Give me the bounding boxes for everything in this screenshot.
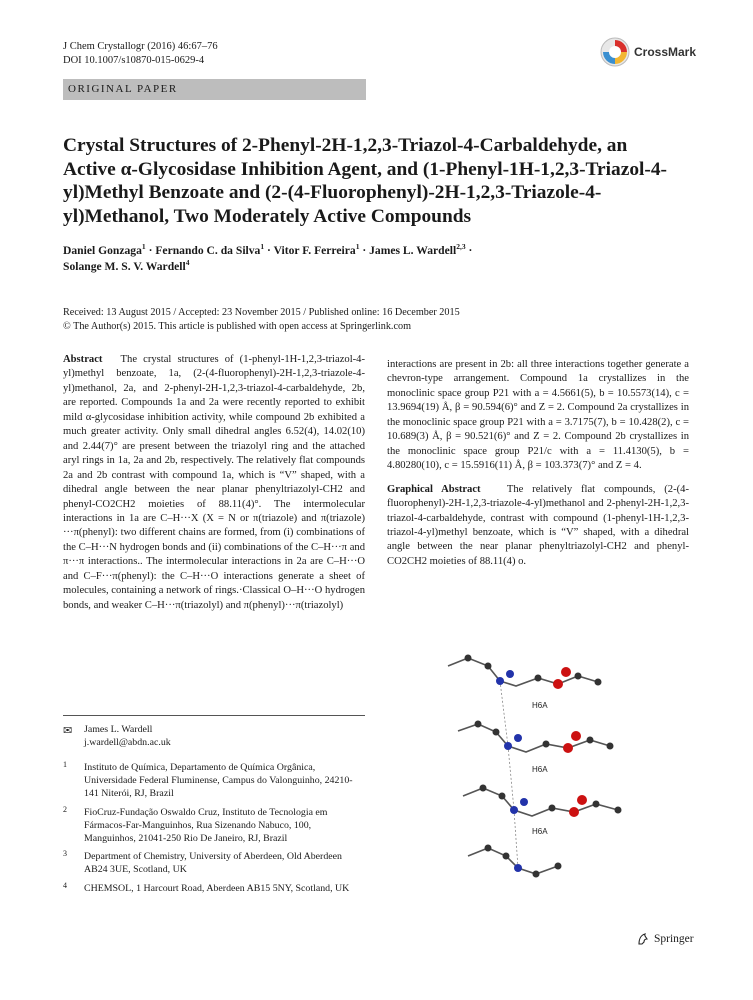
graphical-abstract-heading: Graphical Abstract xyxy=(387,483,481,495)
copyright-line: © The Author(s) 2015. This article is published with open access at Springerlink.com xyxy=(63,321,412,332)
affiliation-number: 4 xyxy=(63,881,67,890)
author-affiliation-mark: 4 xyxy=(185,257,190,267)
dates-line: Received: 13 August 2015 / Accepted: 23 November 2015 / Published online: 16 December 2015 xyxy=(63,307,460,318)
abstract-text-part2: interactions are present in 2b: all three interactions together generate a chevron-type arrangement. Compound 1a crystallizes in the monoclinic space group P21 with a = 4.5661(5), b = 10.5573(14), c = 13.9694(19) Å, β = 90.594(6)° and Z = 2. Compound 2a crystallizes in the monoclinic space group P21 with a = 3.7175(7), b = 10.428(2), c = 10.689(3) Å, β = 90.521(6)° and Z = 2. Compound 2b crystallizes in the monoclinic space group P21/c with a = 11.4130(5), b = 4.80280(10), c = 15.5916(11) Å, β = 103.373(7)° and Z = 4. xyxy=(387,359,689,472)
figure-label-h6a: H6A xyxy=(532,765,548,774)
springer-logo xyxy=(636,932,694,946)
springer-horse-icon xyxy=(636,932,650,946)
envelope-icon: ✉ xyxy=(63,725,73,737)
correspondence xyxy=(84,723,364,749)
crossmark-icon xyxy=(600,37,630,67)
author-list: Daniel Gonzaga$^1$ · Fernando C. da Silva$^1$ · Vitor F. Ferreira$^1$ · James L. Wardell$^{2,3}$ · Solange M. S. V. Wardell$^4$ xyxy=(63,242,473,273)
publication-dates xyxy=(63,306,693,334)
doi[interactable]: DOI 10.1007/s10870-015-0629-4 xyxy=(63,55,205,66)
author-name[interactable]: Vitor F. Ferreira xyxy=(273,244,356,257)
correspondence-name: James L. Wardell xyxy=(84,724,153,735)
affiliation-number: 3 xyxy=(63,849,67,858)
crossmark-badge[interactable] xyxy=(600,37,696,67)
affiliation-text: FioCruz-Fundação Oswaldo Cruz, Instituto de Tecnologia em Fármacos-Far-Manguinhos, Rua Sizenando Nabuco, 100, Manguinhos, 21041-250 Rio De Janeiro, RJ, Brazil xyxy=(84,807,328,844)
correspondence-email[interactable]: j.wardell@abdn.ac.uk xyxy=(84,737,171,748)
affiliation-number: 1 xyxy=(63,760,67,769)
publisher-name: Springer xyxy=(654,933,694,945)
affiliation-number: 2 xyxy=(63,805,67,814)
author-affiliation-mark: 2,3 xyxy=(456,242,466,252)
footnote-divider xyxy=(63,715,365,716)
author-affiliation-mark: 1 xyxy=(141,242,146,252)
author-name[interactable]: Solange M. S. V. Wardell xyxy=(63,259,186,273)
graphical-abstract-text: The relatively flat compounds, (2-(4-fluorophenyl)-2H-1,2,3-triazole-4-yl)methanol and 2-phenyl-2H-1,2,3-triazol-4-carbaldehyde, contrast with compound (1-phenyl-1H-1,2,3-triazol-4-yl)methyl benzoate, which is “V” shaped, with a dihedral angle between the near planar phenyltriazolyl-CH2 and phenyl-CO2CH2 moieties of 88.11(4) o. xyxy=(387,483,689,567)
figure-label-h6a: H6A xyxy=(532,701,548,710)
author-name[interactable]: James L. Wardell xyxy=(369,244,457,257)
journal-header xyxy=(63,40,218,68)
author-name[interactable]: Fernando C. da Silva xyxy=(155,244,261,257)
section-banner: ORIGINAL PAPER xyxy=(63,79,366,100)
affiliation-text: Instituto de Química, Departamento de Química Orgânica, Universidade Federal Fluminense, Campus do Valonguinho, 24210-141 Niterói, RJ, Brazil xyxy=(84,762,353,799)
article-title: Crystal Structures of 2-Phenyl-2H-1,2,3-Triazol-4-Carbaldehyde, an Active α-Glycosidase Inhibition Agent, and (1-Phenyl-1H-1,2,3-Triazol-4-yl)Methyl Benzoate and (2-(4-Fluorophenyl)-2H-1,2,3-Triazole-4-yl)Methanol, Two Moderately Active Compounds xyxy=(63,135,668,227)
abstract-heading: Abstract xyxy=(63,354,103,365)
affiliation-text: CHEMSOL, 1 Harcourt Road, Aberdeen AB15 5NY, Scotland, UK xyxy=(84,883,350,894)
abstract-column-left xyxy=(63,353,365,613)
figure-label-h6a: H6A xyxy=(532,827,548,836)
author-name[interactable]: Daniel Gonzaga xyxy=(63,244,142,257)
crossmark-label: CrossMark xyxy=(634,45,697,59)
crystal-packing-figure xyxy=(428,636,648,886)
affiliation-text: Department of Chemistry, University of Aberdeen, Old Aberdeen AB24 3UE, Scotland, UK xyxy=(84,851,342,875)
abstract-text-part1: The crystal structures of (1-phenyl-1H-1,2,3-triazol-4-yl)methyl benzoate, 1a, (2-(4-fluorophenyl)-2H-1,2,3-triazole-4-yl)methanol, 2a, and 2-phenyl-2H-1,2,3-triazol-4-carbaldehyde, 2b, are reported. Compounds 1a and 2a were recently reported to exhibit mild α-glycosidase inhibition activity, while compound 2b exhibited a much greater activity. Only small dihedral angles 6.52(4), 14.02(10) and 2.44(7)° are present between the triazolyl ring and the attached aryl rings in 1a, 2a and 2b, respectively. The relatively flat compounds 2a and 2b contrast with compound 1a, which is “V” shaped, with a dihedral angle between the near planar phenyltriazolyl-CH2 and phenyl-CO2CH2 moieties of 88.11(4)°. The intermolecular interactions in 1a are C–H···X (X = N or π(triazole) and π(triazole) ···π(phenyl): two different chains are formed, from (i) combinations of the C–H···N hydrogen bonds and (ii) combinations of the C–H···π and π···π interactions.. The intermolecular interactions in 2a are C–H···O and C–F···π(phenyl): the C–H···O interactions generate a sheet of molecules, containing a network of rings.·Classical O–H···O hydrogen bonds, and weaker C–H···π(triazolyl) and π(phenyl)···π(triazolyl) xyxy=(63,354,365,611)
author-affiliation-mark: 1 xyxy=(355,242,360,252)
abstract-column-right xyxy=(387,358,689,569)
author-affiliation-mark: 1 xyxy=(260,242,265,252)
journal-citation: J Chem Crystallogr (2016) 46:67–76 xyxy=(63,41,218,52)
